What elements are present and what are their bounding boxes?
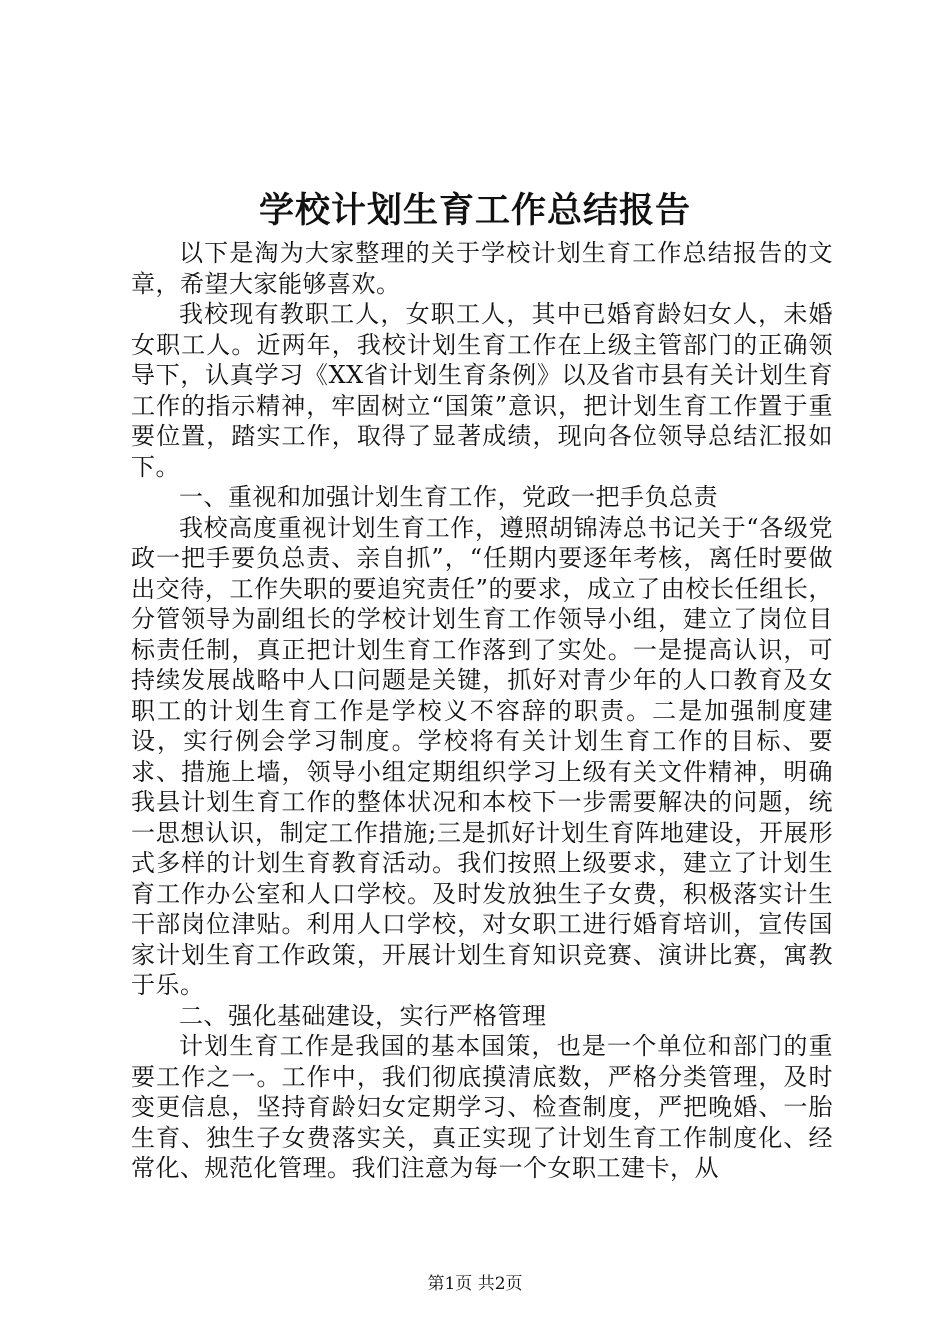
- paragraph-overview: 我校现有教职工人，女职工人，其中已婚育龄妇女人，未婚女职工人。近两年，我校计划生育工作在上级主管部门的正确领导下，认真学习《XX省计划生育条例》以及省市县有关计划生育工作的指示精神，牢固树立“国策”意识，把计划生育工作置于重要位置，踏实工作，取得了显著成绩，现向各位领导总结汇报如下。: [131, 300, 833, 481]
- paragraph-intro: 以下是淘为大家整理的关于学校计划生育工作总结报告的文章，希望大家能够喜欢。: [131, 239, 833, 298]
- paragraph-section-2: 计划生育工作是我国的基本国策，也是一个单位和部门的重要工作之一。工作中，我们彻底摸清底数，严格分类管理，及时变更信息，坚持育龄妇女定期学习、检查制度，严把晚婚、一胎生育、独生子女费落实关，真正实现了计划生育工作制度化、经常化、规范化管理。我们注意为每一个女职工建卡，从: [131, 1032, 833, 1182]
- page-footer: 第1页 共2页: [427, 1274, 523, 1294]
- section-heading-1: 一、重视和加强计划生育工作，党政一把手负总责: [179, 483, 718, 511]
- document-body: [131, 238, 833, 1184]
- document-title: 学校计划生育工作总结报告: [258, 190, 691, 231]
- paragraph-section-1: 我校高度重视计划生育工作，遵照胡锦涛总书记关于“各级党政一把手要负总责、亲自抓”，“任期内要逐年考核，离任时要做出交待，工作失职的要追究责任”的要求，成立了由校长任组长，分管领导为副组长的学校计划生育工作领导小组，建立了岗位目标责任制，真正把计划生育工作落到了实处。一是提高认识，可持续发展战略中人口问题是关键，抓好对青少年的人口教育及女职工的计划生育工作是学校义不容辞的职责。二是加强制度建设，实行例会学习制度。学校将有关计划生育工作的目标、要求、措施上墙，领导小组定期组织学习上级有关文件精神，明确我县计划生育工作的整体状况和本校下一步需要解决的问题，统一思想认识，制定工作措施;三是抓好计划生育阵地建设，开展形式多样的计划生育教育活动。我们按照上级要求，建立了计划生育工作办公室和人口学校。及时发放独生子女费，积极落实计生干部岗位津贴。利用人口学校，对女职工进行婚育培训，宣传国家计划生育工作政策，开展计划生育知识竞赛、演讲比赛，寓教于乐。: [131, 513, 833, 999]
- section-heading-2: 二、强化基础建设，实行严格管理: [179, 1001, 547, 1030]
